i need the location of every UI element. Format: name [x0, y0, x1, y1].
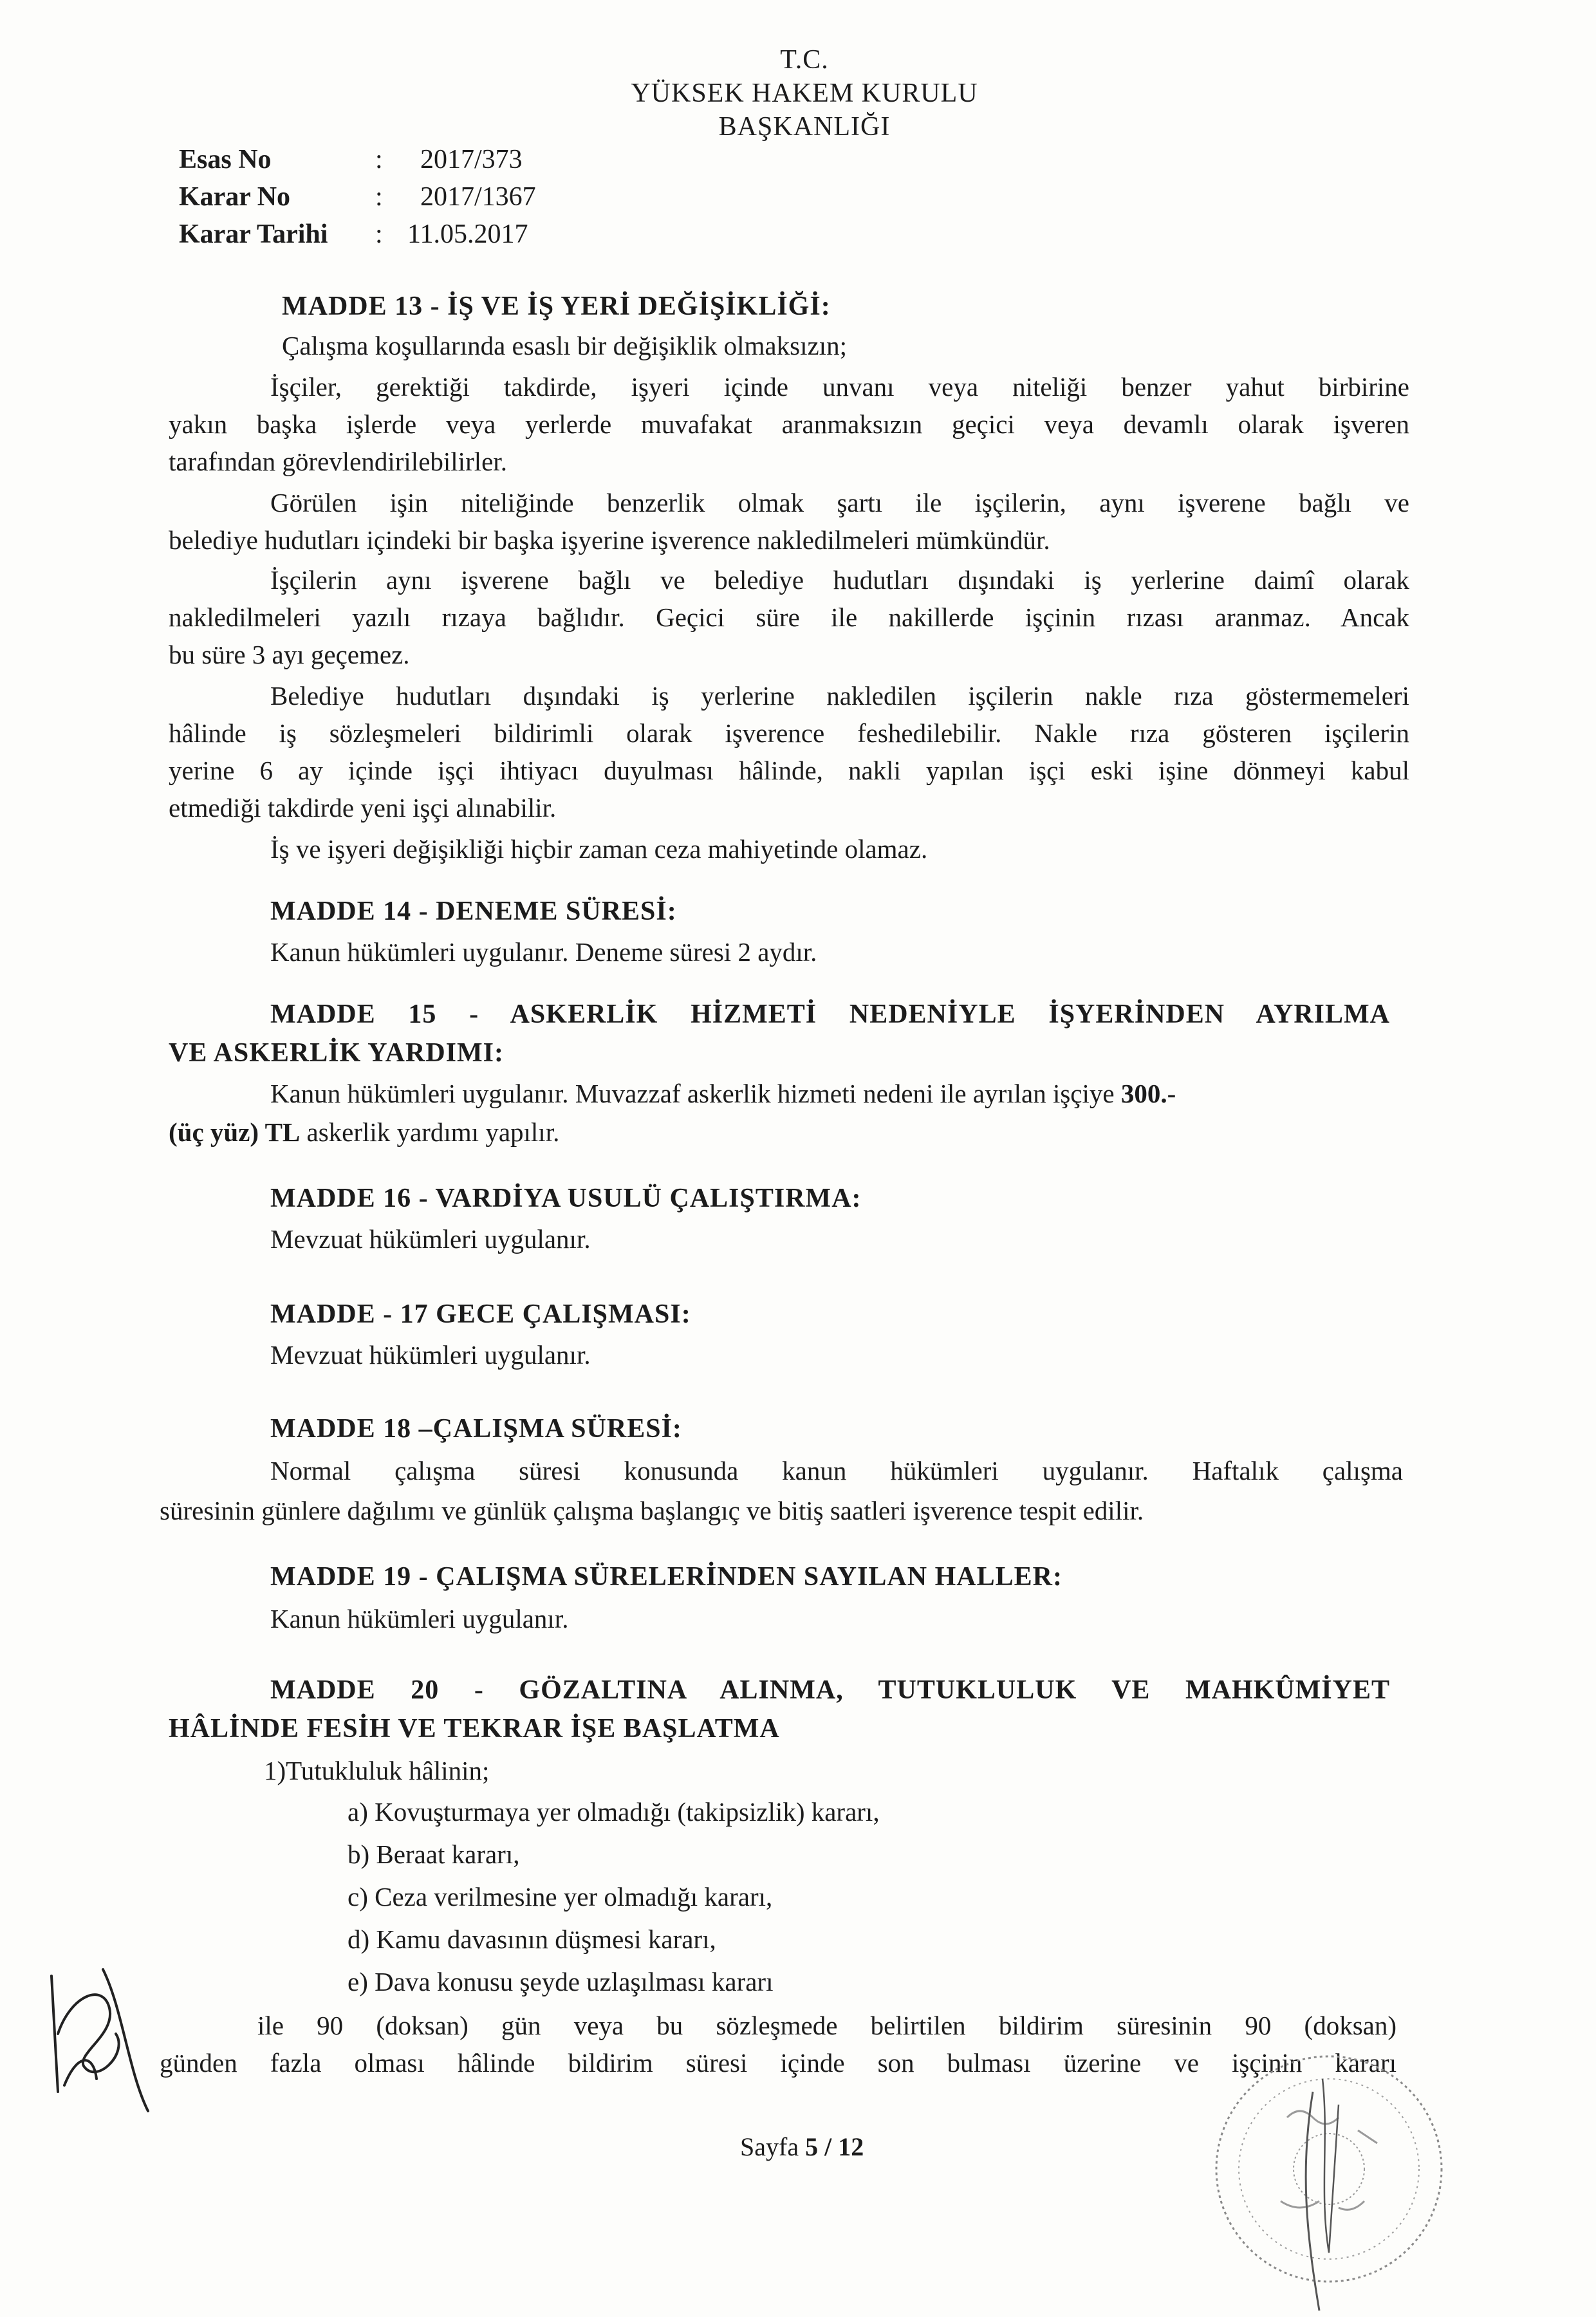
colon: :: [375, 219, 383, 249]
madde-16-heading: MADDE 16 - VARDİYA USULÜ ÇALIŞTIRMA:: [270, 1184, 862, 1213]
m20-line: ile 90 (doksan) gün veya bu sözleşmede belirtilen bildirim süresinin 90 (doksan): [257, 2011, 1396, 2040]
tarih-value: 11.05.2017: [407, 219, 528, 249]
m13-line: belediye hudutları içindeki bir başka işyerine işverence nakledilmeleri mümkündür.: [169, 525, 1050, 555]
m20-line: günden fazla olması hâlinde bildirim süresi içinde son bulması üzerine ve işçinin kararı: [160, 2048, 1396, 2078]
page-current: 5: [805, 2132, 819, 2161]
m13-line: nakledilmeleri yazılı rızaya bağlıdır. Geçici süre ile nakillerde işçinin rızası aranmaz. Ancak: [169, 602, 1409, 632]
m13-line: yerine 6 ay içinde işçi ihtiyacı duyulması hâlinde, nakli yapılan işçi eski işine dönmeyi kabul: [169, 756, 1409, 785]
page-sep: /: [824, 2132, 832, 2161]
m15-line: [169, 1113, 559, 1151]
m13-line: Belediye hudutları dışındaki iş yerlerine nakledilen işçilerin nakle rıza göstermemeleri: [270, 681, 1409, 711]
madde-19-heading: MADDE 19 - ÇALIŞMA SÜRELERİNDEN SAYILAN HALLER:: [270, 1562, 1062, 1592]
m13-line: Çalışma koşullarında esaslı bir değişiklik olmaksızın;: [282, 331, 847, 360]
m15-text: Kanun hükümleri uygulanır. Muvazzaf askerlik hizmeti nedeni ile ayrılan işçiye: [270, 1079, 1115, 1108]
m13-line: yakın başka işlerde veya yerlerde muvafakat aranmaksızın geçici veya devamlı olarak işveren: [169, 409, 1409, 439]
m20-item-a: a) Kovuşturmaya yer olmadığı (takipsizlik) kararı,: [348, 1797, 880, 1827]
madde-20-heading: MADDE 20 - GÖZALTINA ALINMA, TUTUKLULUK VE MAHKÛMİYET: [270, 1675, 1390, 1705]
madde-17-heading: MADDE - 17 GECE ÇALIŞMASI:: [270, 1299, 691, 1329]
meta-esas: [179, 143, 523, 176]
karar-label: Karar No: [179, 182, 291, 212]
madde-15-heading: MADDE 15 - ASKERLİK HİZMETİ NEDENİYLE İŞYERİNDEN AYRILMA: [270, 1000, 1390, 1029]
madde-14-heading: MADDE 14 - DENEME SÜRESİ:: [270, 897, 677, 926]
m17-line: Mevzuat hükümleri uygulanır.: [270, 1340, 591, 1370]
m13-line: İş ve işyeri değişikliği hiçbir zaman ceza mahiyetinde olamaz.: [270, 834, 928, 864]
m16-line: Mevzuat hükümleri uygulanır.: [270, 1224, 591, 1254]
madde-15-heading-cont: VE ASKERLİK YARDIMI:: [169, 1038, 504, 1068]
official-stamp-icon: [1191, 2040, 1467, 2317]
m18-line: Normal çalışma süresi konusunda kanun hükümleri uygulanır. Haftalık çalışma: [270, 1456, 1403, 1485]
m19-line: Kanun hükümleri uygulanır.: [270, 1604, 569, 1633]
m14-line: Kanun hükümleri uygulanır. Deneme süresi 2 aydır.: [270, 937, 817, 967]
esas-value: 2017/373: [420, 145, 523, 174]
page-number: [740, 2132, 864, 2162]
colon: :: [375, 182, 383, 212]
header-line1: T.C.: [780, 45, 829, 75]
m20-item-b: b) Beraat kararı,: [348, 1839, 520, 1869]
m13-line: hâlinde iş sözleşmeleri bildirimli olarak işverence feshedilebilir. Nakle rıza gösteren işçilerin: [169, 718, 1409, 748]
m20-item-d: d) Kamu davasının düşmesi kararı,: [348, 1924, 716, 1954]
m20-line: 1)Tutukluluk hâlinin;: [264, 1756, 490, 1785]
header-line2: YÜKSEK HAKEM KURULU: [631, 79, 978, 108]
m13-line: İşçilerin aynı işverene bağlı ve belediye hudutları dışındaki iş yerlerine daimî olarak: [270, 565, 1409, 595]
esas-label: Esas No: [179, 145, 272, 174]
m13-line: Görülen işin niteliğinde benzerlik olmak şartı ile işçilerin, aynı işverene bağlı ve: [270, 488, 1409, 517]
m15-amount: 300.-: [1120, 1079, 1176, 1108]
m13-line: bu süre 3 ayı geçemez.: [169, 640, 410, 669]
m20-item-c: c) Ceza verilmesine yer olmadığı kararı,: [348, 1882, 773, 1912]
tarih-label: Karar Tarihi: [179, 219, 328, 249]
m20-item-e: e) Dava konusu şeyde uzlaşılması kararı: [348, 1967, 774, 1996]
m18-line: süresinin günlere dağılımı ve günlük çalışma başlangıç ve bitiş saatleri işverence tespit edilir.: [160, 1496, 1144, 1525]
madde-20-heading-cont: HÂLİNDE FESİH VE TEKRAR İŞE BAŞLATMA: [169, 1714, 780, 1744]
meta-tarih: [179, 218, 528, 251]
m15-text: askerlik yardımı yapılır.: [306, 1117, 560, 1147]
m15-amount-words: (üç yüz) TL: [169, 1117, 301, 1147]
header-line3: BAŞKANLIĞI: [718, 112, 891, 142]
m13-line: tarafından görevlendirilebilirler.: [169, 447, 507, 476]
page-total: 12: [838, 2132, 864, 2161]
m15-line: [270, 1075, 1176, 1112]
karar-value: 2017/1367: [420, 182, 536, 212]
meta-karar: [179, 180, 536, 214]
m13-line: etmediği takdirde yeni işçi alınabilir.: [169, 793, 557, 823]
colon: :: [375, 145, 383, 174]
m13-line: İşçiler, gerektiği takdirde, işyeri içinde unvanı veya niteliği benzer yahut birbirine: [270, 372, 1409, 402]
madde-18-heading: MADDE 18 –ÇALIŞMA SÜRESİ:: [270, 1414, 682, 1444]
page-prefix: Sayfa: [740, 2132, 799, 2161]
initials-signature-icon: [32, 1957, 187, 2117]
madde-13-heading: MADDE 13 - İŞ VE İŞ YERİ DEĞİŞİKLİĞİ:: [282, 292, 831, 321]
